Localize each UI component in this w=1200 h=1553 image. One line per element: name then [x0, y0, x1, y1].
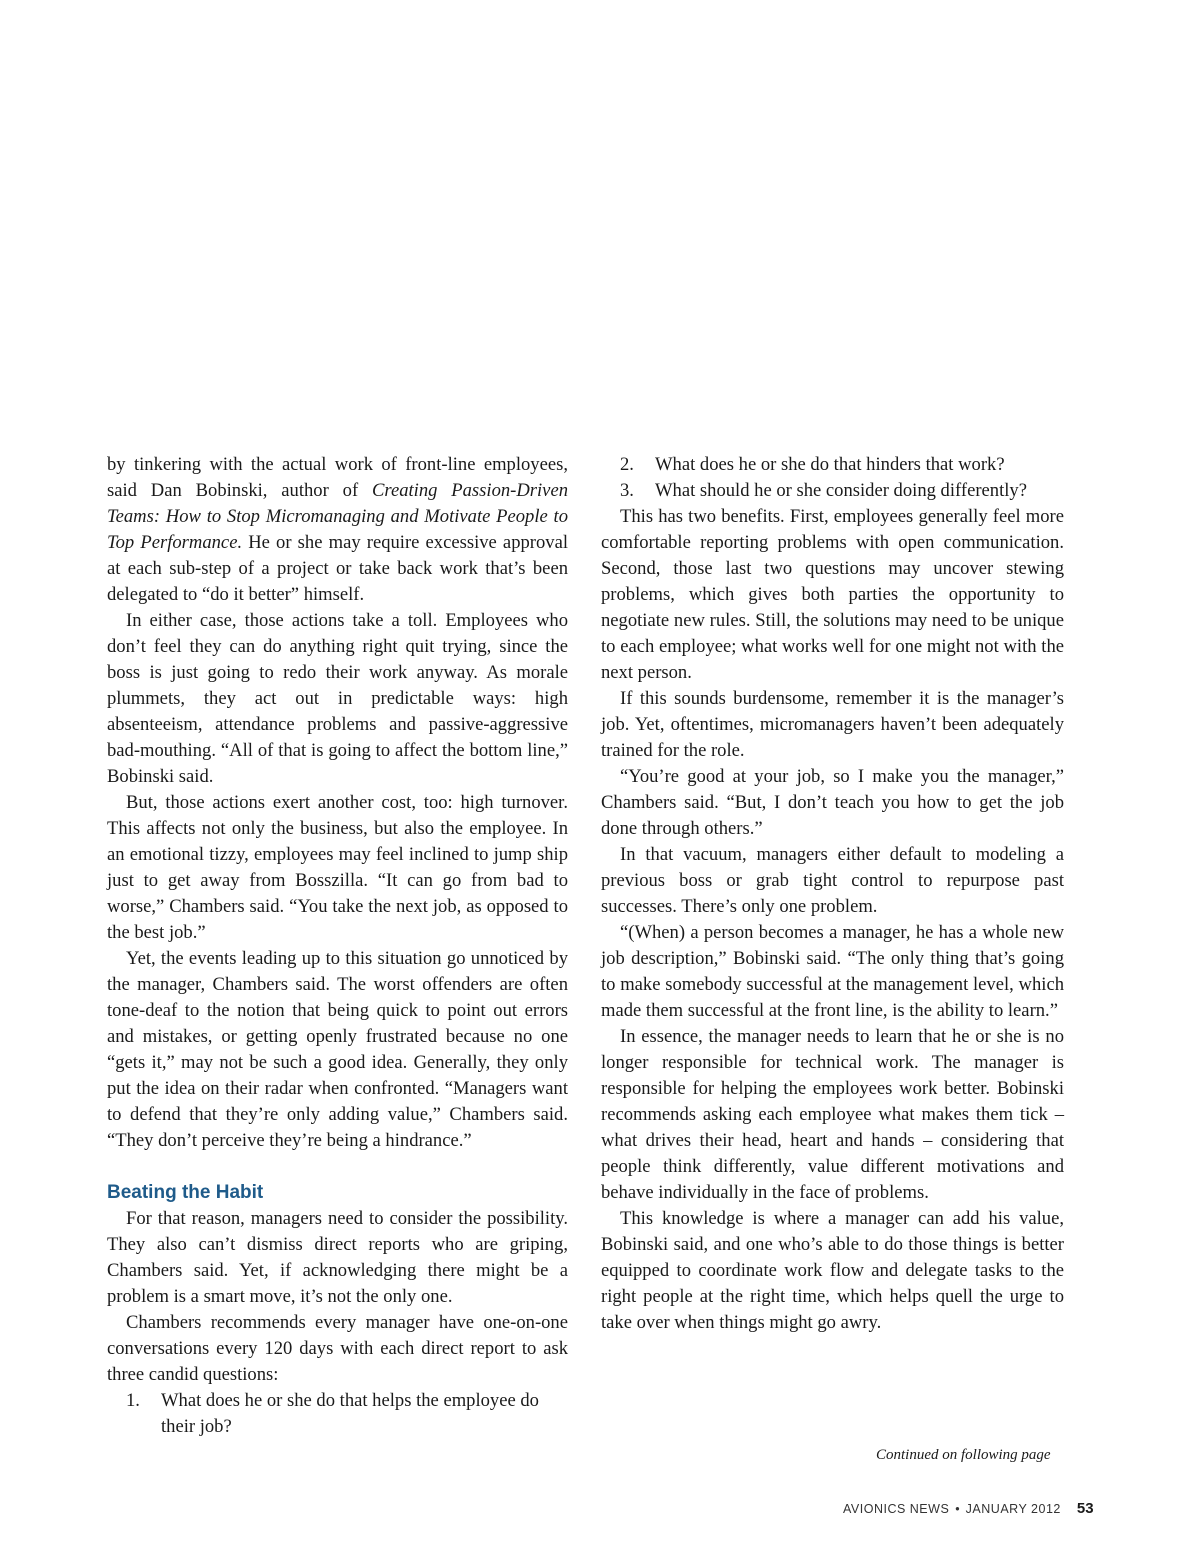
list-item [601, 478, 1064, 504]
page-footer [843, 1500, 1093, 1517]
list-item [107, 1388, 568, 1440]
list-number: 1. [126, 1390, 140, 1411]
paragraph: “(When) a person becomes a manager, he has a whole new job description,” Bobinski said. “The only thing that’s going to make somebody successful at the management level, which made them successful at the front line, is the ability to learn.” [601, 922, 1064, 1021]
list-item-text: What does he or she do that hinders that work? [655, 454, 1005, 475]
paragraph: In essence, the manager needs to learn that he or she is no longer responsible for technical work. The manager is responsible for helping the employees work better. Bobinski recommends asking each employee what makes them tick – what drives their head, heart and hands – considering that people think differently, value different motivations and behave individually in the face of problems. [601, 1026, 1064, 1203]
question-list [107, 1388, 568, 1440]
paragraph: If this sounds burdensome, remember it is the manager’s job. Yet, oftentimes, micromanagers haven’t been adequately trained for the role. [601, 688, 1064, 761]
paragraph-text: by tinkering with the actual work of front-line employees, said Dan Bobinski, author of [107, 454, 568, 501]
paragraph: Yet, the events leading up to this situation go unnoticed by the manager, Chambers said. The worst offenders are often tone-deaf to the notion that being quick to point out errors and mistakes, or getting openly frustrated because no one “gets it,” may not be such a good idea. Generally, they only put the idea on their radar when confronted. “Managers want to defend that they’re only adding value,” Chambers said. “They don’t perceive they’re being a hindrance.” [107, 948, 568, 1151]
book-title: Creating Passion-Driven Teams: How to Stop Micromanaging and Motivate People to Top Performance. [107, 480, 568, 553]
list-item [601, 452, 1064, 478]
article-column-left [107, 452, 568, 1440]
list-item-text: What should he or she consider doing differently? [655, 480, 1027, 501]
page-number: 53 [1076, 1500, 1094, 1517]
paragraph: Chambers recommends every manager have one-on-one conversations every 120 days with each direct report to ask three candid questions: [107, 1312, 568, 1385]
paragraph: For that reason, managers need to consider the possibility. They also can’t dismiss direct reports who are griping, Chambers said. Yet, if acknowledging there might be a problem is a smart move, it’s not the only one. [107, 1208, 568, 1307]
paragraph: In either case, those actions take a toll. Employees who don’t feel they can do anything right quit trying, since the boss is just going to redo their work anyway. As morale plummets, they act out in predictable ways: high absenteeism, attendance problems and passive-aggressive bad-mouthing. “All of that is going to affect the bottom line,” Bobinski said. [107, 610, 568, 787]
question-list [601, 452, 1064, 504]
paragraph: This has two benefits. First, employees generally feel more comfortable reporting problems with open communication. Second, those last two questions may uncover stewing problems, which gives both parties the opportunity to negotiate new rules. Still, the solutions may need to be unique to each employee; what works well for one might not with the next person. [601, 506, 1064, 683]
continued-note: Continued on following page [876, 1447, 1051, 1463]
paragraph: “You’re good at your job, so I make you the manager,” Chambers said. “But, I don’t teach you how to get the job done through others.” [601, 766, 1064, 839]
paragraph: This knowledge is where a manager can add his value, Bobinski said, and one who’s able to do those things is better equipped to coordinate work flow and delegate tasks to the right people at the right time, which helps quell the urge to take over when things might go awry. [601, 1208, 1064, 1333]
paragraph [107, 452, 568, 608]
publication-name: AVIONICS NEWS [843, 1502, 950, 1516]
paragraph: In that vacuum, managers either default to modeling a previous boss or grab tight control to repurpose past successes. There’s only one problem. [601, 844, 1064, 917]
article-column-right [601, 452, 1064, 1336]
footer-bullet: • [955, 1502, 960, 1516]
list-item-text: What does he or she do that helps the employee do their job? [161, 1390, 539, 1437]
list-number: 3. [620, 480, 634, 501]
list-number: 2. [620, 454, 634, 475]
issue-date: JANUARY 2012 [965, 1502, 1061, 1516]
paragraph: But, those actions exert another cost, too: high turnover. This affects not only the business, but also the employee. In an emotional tizzy, employees may feel inclined to jump ship just to get away from Bosszilla. “It can go from bad to worse,” Chambers said. “You take the next job, as opposed to the best job.” [107, 792, 568, 943]
paragraph-text: He or she may require excessive approval at each sub-step of a project or take back work that’s been delegated to “do it better” himself. [107, 532, 568, 605]
section-heading: Beating the Habit [107, 1182, 264, 1203]
